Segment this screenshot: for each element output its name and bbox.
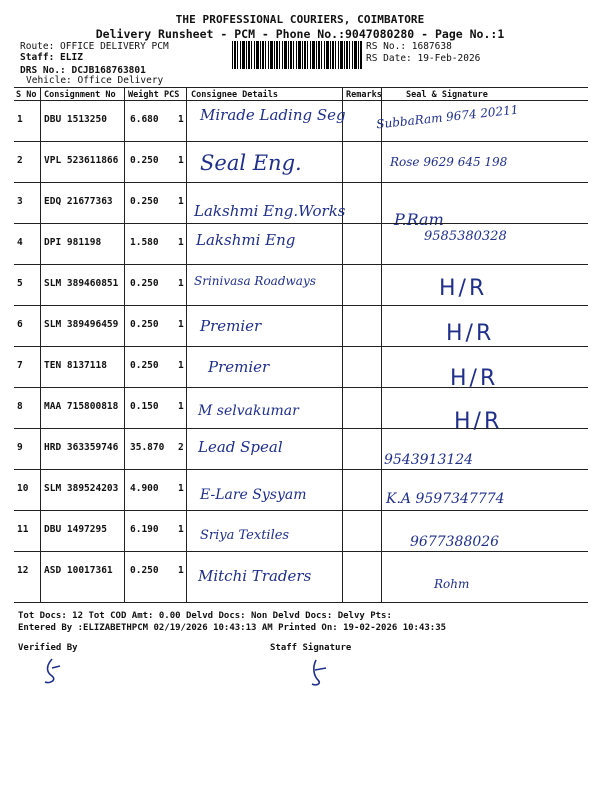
- row-signature: H/R: [446, 321, 495, 346]
- row-sno: 12: [17, 565, 29, 576]
- table-row: [14, 551, 588, 592]
- row-sno: 9: [17, 442, 23, 453]
- row-consignment: DPI 981198: [44, 237, 102, 248]
- staff-signature-label: Staff Signature: [270, 643, 352, 653]
- row-pcs: 1: [178, 360, 184, 371]
- route-label: Route: OFFICE DELIVERY PCM: [20, 41, 169, 52]
- totals-line: Tot Docs: 12 Tot COD Amt: 0.00 Delvd Docs: Non Delvd Docs: Delvy Pts:: [18, 611, 392, 621]
- drs-number: DRS No.: DCJB168763801: [20, 65, 146, 76]
- row-sno: 5: [17, 278, 23, 289]
- row-weight: 0.250: [130, 196, 159, 207]
- row-sno: 8: [17, 401, 23, 412]
- table-row: [14, 469, 588, 510]
- row-consignment: DBU 1513250: [44, 114, 107, 125]
- table-row: [14, 510, 588, 551]
- col-weight: Weight: [128, 90, 159, 100]
- row-pcs: 1: [178, 155, 184, 166]
- row-consignee: Lead Speal: [198, 438, 283, 456]
- col-consignment: Consignment No: [44, 90, 116, 100]
- company-title: THE PROFESSIONAL COURIERS, COIMBATORE: [175, 13, 425, 26]
- row-consignee: Lakshmi Eng: [196, 231, 296, 249]
- col-sno: S No: [16, 90, 37, 100]
- row-consignment: TEN 8137118: [44, 360, 107, 371]
- row-sno: 11: [17, 524, 29, 535]
- row-signature: H/R: [450, 366, 499, 391]
- table-bottom-rule: [14, 602, 588, 603]
- row-consignee: Sriya Textiles: [200, 528, 290, 543]
- row-consignment: SLM 389524203: [44, 483, 119, 494]
- vehicle-label: Vehicle: Office Delivery: [26, 75, 164, 86]
- row-pcs: 1: [178, 278, 184, 289]
- row-sno: 1: [17, 114, 23, 125]
- row-weight: 6.190: [130, 524, 159, 535]
- row-signature: Rohm: [434, 577, 470, 591]
- row-consignment: MAA 715800818: [44, 401, 119, 412]
- verified-by-label: Verified By: [18, 643, 78, 653]
- rs-date: RS Date: 19-Feb-2026: [366, 53, 481, 64]
- table-row: [14, 305, 588, 346]
- table-row: [14, 387, 588, 434]
- row-signature: 9585380328: [424, 229, 507, 244]
- row-consignee: Premier: [208, 358, 270, 376]
- row-weight: 0.250: [130, 360, 159, 371]
- table-row: [14, 264, 588, 305]
- row-weight: 0.250: [130, 278, 159, 289]
- row-signature: K.A 9597347774: [386, 491, 505, 507]
- table-row: [14, 346, 588, 391]
- row-weight: 0.150: [130, 401, 159, 412]
- row-consignee: Seal Eng.: [200, 151, 302, 175]
- row-sno: 7: [17, 360, 23, 371]
- row-sno: 6: [17, 319, 23, 330]
- row-consignee: Srinivasa Roadways: [194, 274, 316, 288]
- runsheet-subtitle: Delivery Runsheet - PCM - Phone No.:9047080280 - Page No.:1: [95, 27, 505, 41]
- row-weight: 1.580: [130, 237, 159, 248]
- row-sno: 10: [17, 483, 29, 494]
- row-pcs: 1: [178, 524, 184, 535]
- entered-by-line: Entered By :ELIZABETHPCM 02/19/2026 10:43:13 AM Printed On: 19-02-2026 10:43:35: [18, 623, 447, 633]
- row-sno: 3: [17, 196, 23, 207]
- row-weight: 0.250: [130, 565, 159, 576]
- row-pcs: 2: [178, 442, 184, 453]
- row-pcs: 1: [178, 319, 184, 330]
- row-signature: P.Ram: [394, 210, 444, 229]
- row-consignment: SLM 389460851: [44, 278, 119, 289]
- verified-signature-mark: [38, 656, 68, 686]
- row-consignment: HRD 363359746: [44, 442, 119, 453]
- table-row: [14, 182, 588, 229]
- row-consignee: Mitchi Traders: [198, 567, 312, 585]
- row-signature: H/R: [439, 276, 488, 301]
- row-signature: 9677388026: [410, 534, 500, 550]
- col-pcs: PCS: [164, 90, 180, 100]
- table-row: [14, 223, 588, 264]
- row-signature: H/R: [454, 409, 503, 434]
- row-consignment: VPL 523611866: [44, 155, 119, 166]
- row-signature: SubbaRam 9674 20211: [375, 102, 519, 132]
- rs-number: RS No.: 1687638: [366, 41, 452, 52]
- row-pcs: 1: [178, 483, 184, 494]
- row-pcs: 1: [178, 196, 184, 207]
- table-row: [14, 141, 588, 182]
- row-sno: 4: [17, 237, 23, 248]
- col-consignee: Consignee Details: [191, 90, 278, 100]
- row-consignee: Premier: [200, 317, 262, 335]
- table-row: [14, 100, 588, 141]
- row-sno: 2: [17, 155, 23, 166]
- staff-signature-mark: [306, 658, 336, 688]
- row-consignee: M selvakumar: [198, 403, 299, 419]
- row-signature: 9543913124: [384, 452, 474, 468]
- row-weight: 6.680: [130, 114, 159, 125]
- row-pcs: 1: [178, 237, 184, 248]
- staff-label: Staff: ELIZ: [20, 52, 83, 63]
- table-top-rule: [14, 87, 588, 88]
- row-pcs: 1: [178, 565, 184, 576]
- row-pcs: 1: [178, 401, 184, 412]
- table-row: [14, 428, 588, 469]
- row-signature: Rose 9629 645 198: [390, 155, 508, 169]
- row-weight: 35.870: [130, 442, 165, 453]
- row-weight: 4.900: [130, 483, 159, 494]
- row-consignment: SLM 389496459: [44, 319, 119, 330]
- col-remarks: Remarks: [346, 90, 382, 100]
- row-consignment: DBU 1497295: [44, 524, 107, 535]
- row-weight: 0.250: [130, 155, 159, 166]
- row-consignment: ASD 10017361: [44, 565, 113, 576]
- row-consignee: Mirade Lading Seg: [200, 106, 346, 124]
- row-weight: 0.250: [130, 319, 159, 330]
- col-seal: Seal & Signature: [406, 90, 488, 100]
- row-consignee: Lakshmi Eng.Works: [194, 202, 346, 220]
- barcode: [232, 41, 362, 69]
- row-consignment: EDQ 21677363: [44, 196, 113, 207]
- row-pcs: 1: [178, 114, 184, 125]
- row-consignee: E-Lare Sysyam: [200, 487, 307, 503]
